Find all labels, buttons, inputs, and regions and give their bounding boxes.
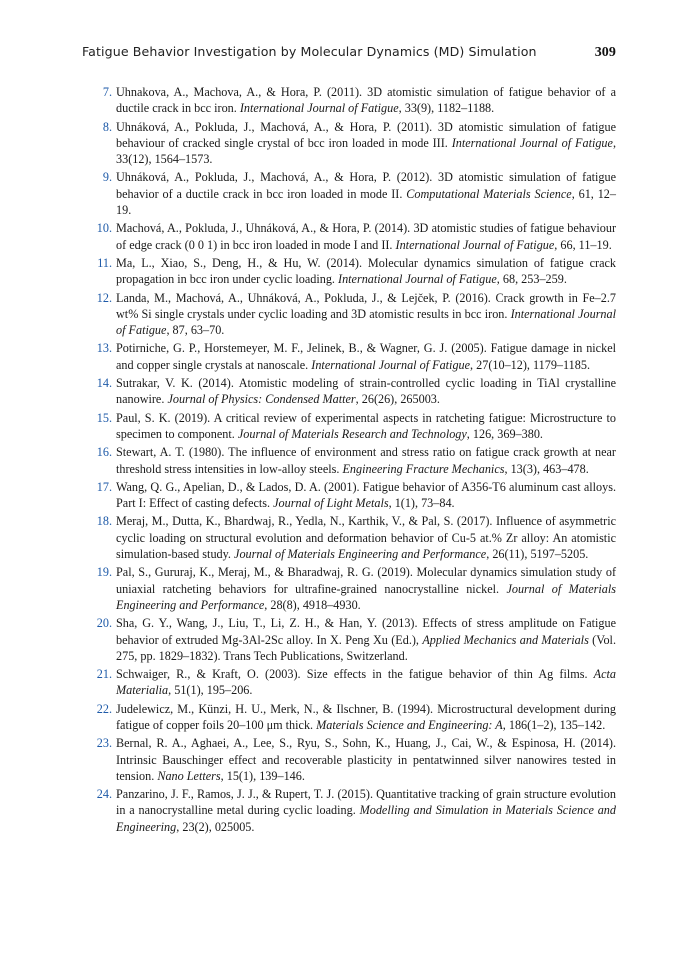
reference-journal: International Journal of Fatigue — [338, 272, 497, 287]
reference-journal: International Journal of Fatigue — [116, 306, 617, 338]
reference-journal: Journal of Materials Research and Technology — [237, 426, 467, 441]
reference-authors: Uhnáková, A., Pokluda, J., Machová, A., & Hora, P. (2012). 3D atomistic simulation of fatigue behavior of a ductile crack in bcc iron loaded in mode II. — [116, 170, 616, 201]
reference-authors: Pal, S., Gururaj, K., Meraj, M., & Bharadwaj, R. G. (2019). Molecular dynamics simulation study of uniaxial ratcheting behaviors for ultrafine-grained nanocrystalline nickel. — [116, 565, 616, 596]
reference-journal: Nano Letters — [157, 768, 221, 783]
reference-number: 7 . — [88, 84, 112, 100]
reference-journal: International Journal of Fatigue — [239, 101, 399, 116]
reference-number: 23 . — [88, 735, 112, 751]
reference-number: 13 . — [88, 340, 112, 356]
reference-journal: Journal of Light Metals — [273, 496, 389, 511]
reference-item — [94, 615, 616, 664]
reference-number: 8 . — [88, 119, 112, 135]
reference-item — [94, 479, 616, 512]
reference-number: 15 . — [88, 410, 112, 426]
reference-number: 10 . — [88, 220, 112, 236]
reference-item — [94, 513, 616, 562]
reference-details: , 26(11), 5197–5205. — [486, 547, 589, 562]
reference-details: , 23(2), 025005. — [176, 819, 255, 834]
reference-number: 16 . — [88, 444, 112, 460]
reference-journal: International Journal of Fatigue — [451, 135, 613, 150]
reference-item — [94, 701, 616, 734]
reference-details: , 26(26), 265003. — [355, 392, 440, 407]
reference-item — [94, 564, 616, 613]
reference-authors: Panzarino, J. F., Ramos, J. J., & Rupert, T. J. (2015). Quantitative tracking of grain structure evolution in a nanocrystalline metal during cyclic loading. — [116, 787, 616, 818]
reference-item — [94, 169, 616, 218]
reference-details: , 126, 369–380. — [466, 426, 543, 441]
reference-list — [94, 84, 616, 837]
reference-item — [94, 290, 616, 339]
reference-authors: Landa, M., Machová, A., Uhnáková, A., Pokluda, J., & Lejček, P. (2016). Crack growth in Fe–2.7 wt% Si single crystals under cyclic loading and 3D atomistic results in bcc iron. — [116, 290, 616, 321]
reference-number: 14 . — [88, 375, 112, 391]
reference-number: 24 . — [88, 786, 112, 802]
reference-details: , 1(1), 73–84. — [388, 496, 455, 511]
reference-number: 12 . — [88, 290, 112, 306]
page-number: 309 — [594, 45, 616, 60]
reference-number: 19 . — [88, 564, 112, 580]
reference-item — [94, 119, 616, 168]
reference-authors: Schwaiger, R., & Kraft, O. (2003). Size effects in the fatigue behavior of thin Ag films. — [116, 667, 594, 682]
reference-authors: Paul, S. K. (2019). A critical review of experimental aspects in ratcheting fatigue: Microstructure to specimen to component. — [116, 410, 616, 441]
reference-item — [94, 735, 616, 784]
reference-journal: Modelling and Simulation in Materials Science and Engineering — [116, 803, 616, 834]
reference-item — [94, 666, 616, 699]
reference-number: 17 . — [88, 479, 112, 495]
reference-details: , 61, 12–19. — [116, 186, 616, 218]
reference-authors: Uhnakova, A., Machova, A., & Hora, P. (2011). 3D atomistic simulation of fatigue behavior of a ductile crack in bcc iron. — [116, 85, 616, 116]
reference-journal: Journal of Materials Engineering and Performance — [116, 581, 616, 612]
reference-details: , 68, 253–259. — [496, 272, 567, 287]
reference-details: , 51(1), 195–206. — [168, 683, 253, 698]
reference-details: , 15(1), 139–146. — [220, 768, 305, 783]
reference-authors: Machová, A., Pokluda, J., Uhnáková, A., & Hora, P. (2014). 3D atomistic studies of fatigue behaviour of edge crack (0 0 1) in bcc iron loaded in mode I and II. — [116, 221, 616, 252]
reference-details: , 27(10–12), 1179–1185. — [470, 357, 590, 372]
reference-item — [94, 255, 616, 288]
reference-number: 20 . — [88, 615, 112, 631]
reference-authors: Uhnáková, A., Pokluda, J., Machová, A., & Hora, P. (2011). 3D atomistic simulation of fatigue behaviour of cracked single crystal of bcc iron loaded in mode III. — [116, 119, 616, 150]
reference-details: , 87, 63–70. — [166, 323, 225, 338]
reference-number: 9 . — [88, 169, 112, 185]
reference-item — [94, 220, 616, 253]
reference-authors: Bernal, R. A., Aghaei, A., Lee, S., Ryu, S., Sohn, K., Huang, J., Cai, W., & Espinosa, H. (2014). Intrinsic Bauschinger effect and recoverable plasticity in pentatwinned silver nanowires tested in tension. — [116, 736, 616, 783]
running-title: Fatigue Behavior Investigation by Molecular Dynamics (MD) Simulation — [82, 44, 537, 59]
reference-authors: Meraj, M., Dutta, K., Bhardwaj, R., Yedla, N., Karthik, V., & Pal, S. (2017). Influence of asymmetric cyclic loading on structural evolution and deformation behavior of Cu-5 at.% Zr alloy: An atomistic simulation-based study. — [116, 514, 616, 562]
reference-details: , 66, 11–19. — [554, 237, 612, 252]
reference-item — [94, 340, 616, 373]
reference-journal: Computational Materials Science — [406, 186, 572, 201]
reference-details: , 186(1–2), 135–142. — [502, 717, 606, 732]
reference-authors: Sha, G. Y., Wang, J., Liu, T., Li, Z. H., & Han, Y. (2013). Effects of stress amplitude on Fatigue behavior of extruded Mg-3Al-2Sc alloy. In X. Peng Xu (Ed.), — [116, 616, 616, 647]
reference-journal: Journal of Physics: Condensed Matter — [167, 392, 356, 407]
reference-journal: Engineering Fracture Mechanics — [342, 461, 505, 476]
reference-item — [94, 84, 616, 117]
reference-authors: Wang, Q. G., Apelian, D., & Lados, D. A. (2001). Fatigue behavior of A356-T6 aluminum cast alloys. Part I: Effect of casting defects. — [116, 479, 616, 511]
reference-number: 11 . — [88, 255, 112, 271]
reference-authors: Sutrakar, V. K. (2014). Atomistic modeling of strain-controlled cyclic loading in TiAl crystalline nanowire. — [116, 376, 616, 407]
reference-authors: Stewart, A. T. (1980). The influence of environment and stress ratio on fatigue crack growth at near threshold stress intensities in low-alloy steels. — [116, 445, 616, 476]
reference-item — [94, 786, 616, 835]
reference-item — [94, 410, 616, 443]
reference-journal: Applied Mechanics and Materials — [422, 632, 589, 647]
reference-details: , 33(12), 1564–1573. — [116, 135, 616, 167]
reference-number: 21 . — [88, 666, 112, 682]
reference-authors: Judelewicz, M., Künzi, H. U., Merk, N., & Ilschner, B. (1994). Microstructural development during fatigue of copper foils 20–100 μm thick. — [116, 701, 616, 732]
reference-journal: Materials Science and Engineering: A — [316, 717, 503, 732]
reference-details: , 13(3), 463–478. — [504, 461, 589, 476]
reference-journal: International Journal of Fatigue — [395, 237, 555, 252]
reference-journal: International Journal of Fatigue — [311, 357, 471, 372]
reference-number: 18 . — [88, 513, 112, 529]
reference-journal: Journal of Materials Engineering and Performance — [234, 547, 487, 562]
reference-details: , 33(9), 1182–1188. — [398, 101, 495, 116]
reference-authors: Potirniche, G. P., Horstemeyer, M. F., Jelinek, B., & Wagner, G. J. (2005). Fatigue damage in nickel and copper single crystals at nanoscale. — [116, 341, 616, 372]
reference-number: 22 . — [88, 701, 112, 717]
reference-details: , 28(8), 4918–4930. — [264, 597, 361, 612]
page-header — [82, 44, 616, 68]
reference-item — [94, 375, 616, 408]
reference-journal: Acta Materialia — [116, 667, 616, 698]
reference-details: (Vol. 275, pp. 1829–1832). Trans Tech Publications, Switzerland. — [116, 632, 616, 663]
reference-authors: Ma, L., Xiao, S., Deng, H., & Hu, W. (2014). Molecular dynamics simulation of fatigue crack propagation in bcc iron under cyclic loading. — [116, 255, 616, 287]
reference-item — [94, 444, 616, 477]
